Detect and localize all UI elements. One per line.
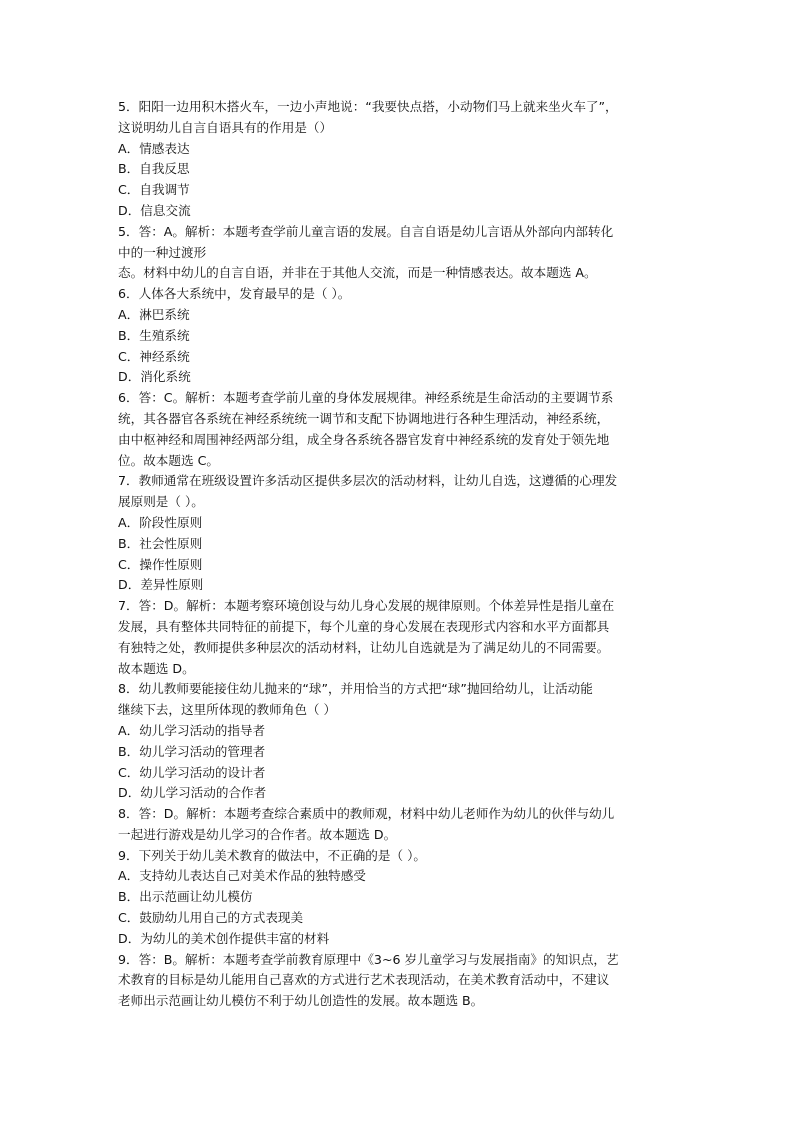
text-line: 展原则是（ ）。 [118, 494, 204, 510]
text-line: 6．答：C。解析：本题考查学前儿童的身体发展规律。神经系统是生命活动的主要调节系 [118, 390, 614, 406]
text-line: 发展，具有整体共同特征的前提下，每个儿童的身心发展在表现形式内容和水平方面都具 [118, 618, 610, 634]
text-line: B．自我反思 [118, 161, 190, 177]
text-line: C．幼儿学习活动的设计者 [118, 764, 266, 780]
text-line: 7．答：D。解析：本题考察环境创设与幼儿身心发展的规律原则。个体差异性是指儿童在 [118, 598, 615, 614]
text-line: A．阶段性原则 [118, 514, 203, 530]
text-line: 5．阳阳一边用积木搭火车，一边小声地说：“我要快点搭，小动物们马上就来坐火车了”， [118, 99, 618, 114]
text-line: B．生殖系统 [118, 327, 190, 343]
text-line: C．自我调节 [118, 182, 190, 198]
text-line: B．社会性原则 [118, 535, 203, 551]
text-line: 有独特之处，教师提供多种层次的活动材料，让幼儿自选就是为了满足幼儿的不同需要。 [118, 639, 610, 655]
text-line: 术教育的目标是幼儿能用自己喜欢的方式进行艺术表现活动，在美术教育活动中，不建议 [118, 972, 610, 988]
text-line: 故本题选 D。 [118, 660, 195, 676]
text-line: 态。材料中幼儿的自言自语，并非在于其他人交流，而是一种情感表达。故本题选 A。 [118, 265, 597, 281]
text-line: 6．人体各大系统中，发育最早的是（ ）。 [118, 286, 351, 302]
document-page [118, 97, 688, 1012]
text-line: 由中枢神经和周围神经两部分组，成全身各系统各器官发育中神经系统的发育处于领先地 [118, 431, 610, 447]
text-line: 老师出示范画让幼儿模仿不利于幼儿创造性的发展。故本题选 B。 [118, 993, 484, 1009]
text-line: A．情感表达 [118, 140, 190, 156]
text-line: 位。故本题选 C。 [118, 452, 219, 468]
text-line: B．幼儿学习活动的管理者 [118, 743, 266, 759]
text-line: 8．答：D。解析：本题考查综合素质中的教师观，材料中幼儿老师作为幼儿的伙伴与幼儿 [118, 806, 615, 822]
text-line: C．鼓励幼儿用自己的方式表现美 [118, 910, 304, 926]
text-line: C．神经系统 [118, 348, 190, 364]
text-line: 7．教师通常在班级设置许多活动区提供多层次的活动材料，让幼儿自选，这遵循的心理发 [118, 473, 618, 489]
text-line: 中的一种过渡形 [118, 244, 207, 260]
text-line: A．支持幼儿表达自己对美术作品的独特感受 [118, 868, 366, 884]
text-line: D．为幼儿的美术创作提供丰富的材料 [118, 930, 330, 946]
text-line: D．幼儿学习活动的合作者 [118, 785, 267, 801]
text-line: D．差异性原则 [118, 577, 204, 593]
text-line: A．淋巴系统 [118, 306, 190, 322]
text-line: 统，其各器官各系统在神经系统统一调节和支配下协调地进行各种生理活动，神经系统， [118, 410, 610, 426]
text-line: 5．答：A。解析：本题考查学前儿童言语的发展。自言自语是幼儿言语从外部向内部转化 [118, 223, 614, 239]
text-line: 9．下列关于幼儿美术教育的做法中，不正确的是（ ）。 [118, 847, 426, 863]
text-line: 8．幼儿教师要能接住幼儿抛来的“球”，并用恰当的方式把“球”抛回给幼儿，让活动能 [118, 681, 593, 697]
text-line: D．消化系统 [118, 369, 191, 385]
text-line: B．出示范画让幼儿模仿 [118, 889, 253, 905]
text-line: 9．答：B。解析：本题考查学前教育原理中《3~6 岁儿童学习与发展指南》的知识点，艺 [118, 951, 619, 967]
text-line: A．幼儿学习活动的指导者 [118, 722, 266, 738]
text-line: 这说明幼儿自言自语具有的作用是（） [118, 119, 333, 135]
text-line: 继续下去，这里所体现的教师角色（ ） [118, 702, 337, 718]
text-line: D．信息交流 [118, 202, 191, 218]
text-line: 一起进行游戏是幼儿学习的合作者。故本题选 D。 [118, 826, 397, 842]
text-line: C．操作性原则 [118, 556, 203, 572]
